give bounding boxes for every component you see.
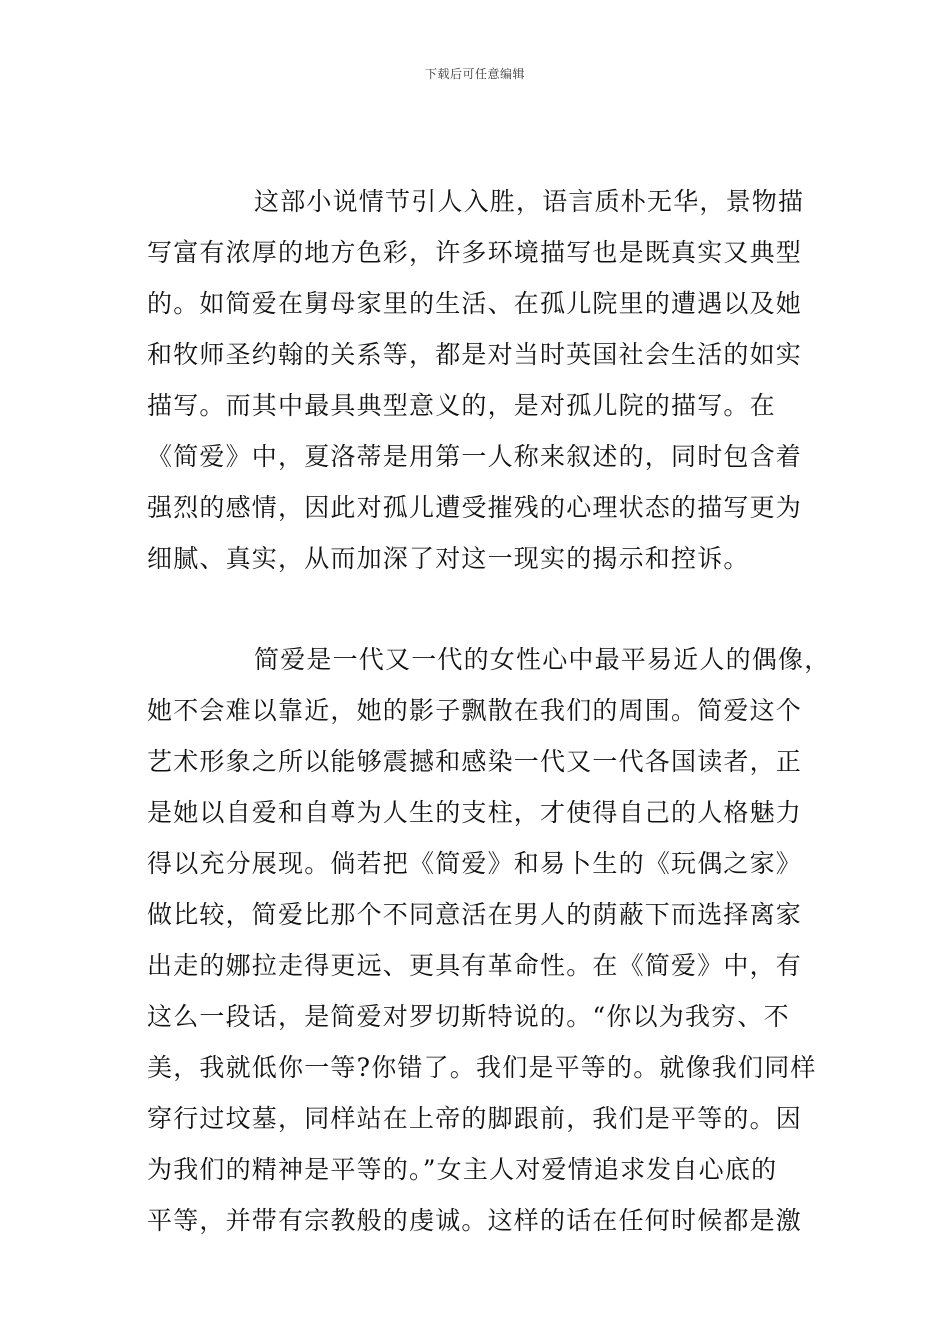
text-line: 简爱是一代又一代的女性心中最平易近人的偶像， xyxy=(254,645,831,674)
text-line: 艺术形象之所以能够震撼和感染一代又一代各国读者，正 xyxy=(147,747,803,776)
paragraph-1 xyxy=(147,176,807,584)
text-line: 是她以自爱和自尊为人生的支柱，才使得自己的人格魅力 xyxy=(147,798,803,827)
text-line: 写富有浓厚的地方色彩，许多环境描写也是既真实又典型 xyxy=(147,238,803,267)
text-line: 强烈的感情，因此对孤儿遭受摧残的心理状态的描写更为 xyxy=(147,493,803,522)
text-line: 出走的娜拉走得更远、更具有革命性。在《简爱》中，有 xyxy=(147,951,803,980)
text-line: 平等，并带有宗教般的虔诚。这样的话在任何时候都是激 xyxy=(147,1206,803,1235)
paragraph-2 xyxy=(147,634,831,1246)
text-line: 细腻、真实，从而加深了对这一现实的揭示和控诉。 xyxy=(147,544,750,573)
text-line: 和牧师圣约翰的关系等，都是对当时英国社会生活的如实 xyxy=(147,340,803,369)
text-line: 的。如简爱在舅母家里的生活、在孤儿院里的遭遇以及她 xyxy=(147,289,803,318)
page-header: 下载后可任意编辑 xyxy=(424,67,525,81)
text-line: 为我们的精神是平等的。”女主人对爱情追求发自心底的 xyxy=(147,1155,778,1184)
text-line: 描写。而其中最具典型意义的，是对孤儿院的描写。在 xyxy=(147,391,776,420)
text-line: 美，我就低你一等?你错了。我们是平等的。就像我们同样 xyxy=(147,1053,817,1082)
text-line: 做比较，简爱比那个不同意活在男人的荫蔽下而选择离家 xyxy=(147,900,803,929)
text-line: 她不会难以靠近，她的影子飘散在我们的周围。简爱这个 xyxy=(147,696,803,725)
document-body xyxy=(147,176,831,1246)
text-line: 这么一段话，是简爱对罗切斯特说的。“你以为我穷、不 xyxy=(147,1002,790,1031)
text-line: 穿行过坟墓，同样站在上帝的脚跟前，我们是平等的。因 xyxy=(147,1104,803,1133)
text-line: 《简爱》中，夏洛蒂是用第一人称来叙述的，同时包含着 xyxy=(147,442,803,471)
text-line: 得以充分展现。倘若把《简爱》和易卜生的《玩偶之家》 xyxy=(147,849,803,878)
text-line: 这部小说情节引人入胜，语言质朴无华，景物描 xyxy=(254,187,805,216)
